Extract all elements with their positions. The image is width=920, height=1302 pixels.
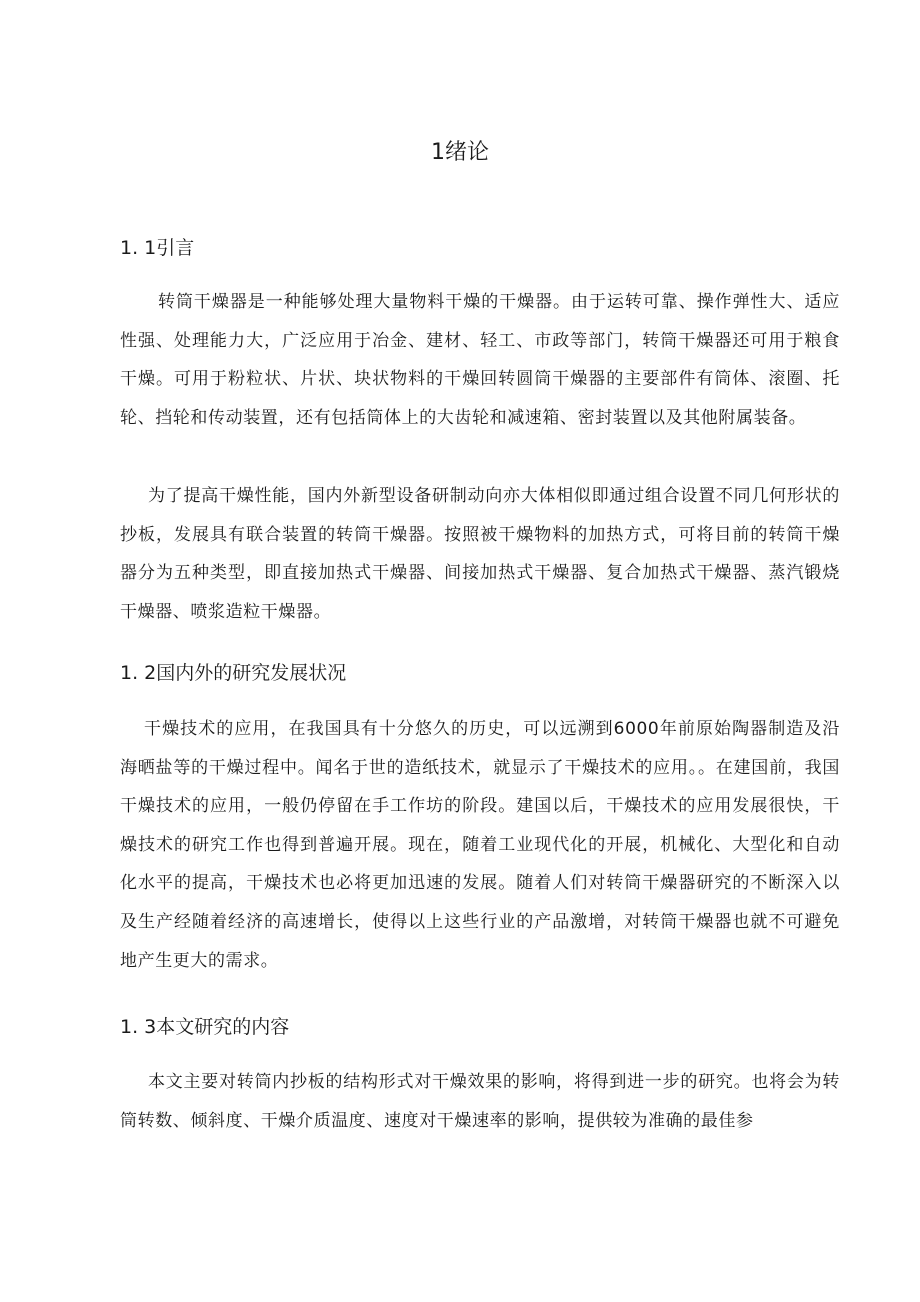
paragraph-research-content [120,1063,840,1140]
paragraph-intro-2 [120,477,840,631]
chapter-title: 1绪论 [431,140,489,165]
section-heading-research-status: 1. 2国内外的研究发展状况 [120,662,347,684]
paragraph-text: 本文主要对转筒内抄板的结构形式对干燥效果的影响，将得到进一步的研究。也将会为转筒转数、倾斜度、干燥介质温度、速度对干燥速率的影响，提供较为准确的最佳参 [120,1072,840,1131]
paragraph-text: 干燥技术的应用，在我国具有十分悠久的历史，可以远溯到6000年前原始陶器制造及沿海晒盐等的干燥过程中。闻名于世的造纸技术，就显示了干燥技术的应用。。在建国前，我国干燥技术的应用，一般仍停留在手工作坊的阶段。建国以后，干燥技术的应用发展很快，干燥技术的研究工作也得到普遍开展。现在，随着工业现代化的开展，机械化、大型化和自动化水平的提高，干燥技术也必将更加迅速的发展。随着人们对转筒干燥器研究的不断深入以及生产经随着经济的高速增长，使得以上这些行业的产品激增，对转筒干燥器也就不可避免地产生更大的需求。 [120,719,840,971]
section-heading-research-content: 1. 3本文研究的内容 [120,1016,290,1038]
paragraph-text: 为了提高干燥性能，国内外新型设备研制动向亦大体相似即通过组合设置不同几何形状的抄板，发展具有联合装置的转筒干燥器。按照被干燥物料的加热方式，可将目前的转筒干燥器分为五种类型，即直接加热式干燥器、间接加热式干燥器、复合加热式干燥器、蒸汽锻烧干燥器、喷浆造粒干燥器。 [120,486,840,622]
paragraph-text: 转筒干燥器是一种能够处理大量物料干燥的干燥器。由于运转可靠、操作弹性大、适应性强、处理能力大，广泛应用于冶金、建材、轻工、市政等部门，转筒干燥器还可用于粮食干燥。可用于粉粒状、片状、块状物料的干燥回转圆筒干燥器的主要部件有筒体、滚圈、托轮、挡轮和传动装置，还有包括筒体上的大齿轮和减速箱、密封装置以及其他附属装备。 [120,292,840,428]
paragraph-research-status [120,710,840,980]
paragraph-intro-1 [120,283,840,437]
section-heading-introduction: 1. 1引言 [120,237,195,259]
